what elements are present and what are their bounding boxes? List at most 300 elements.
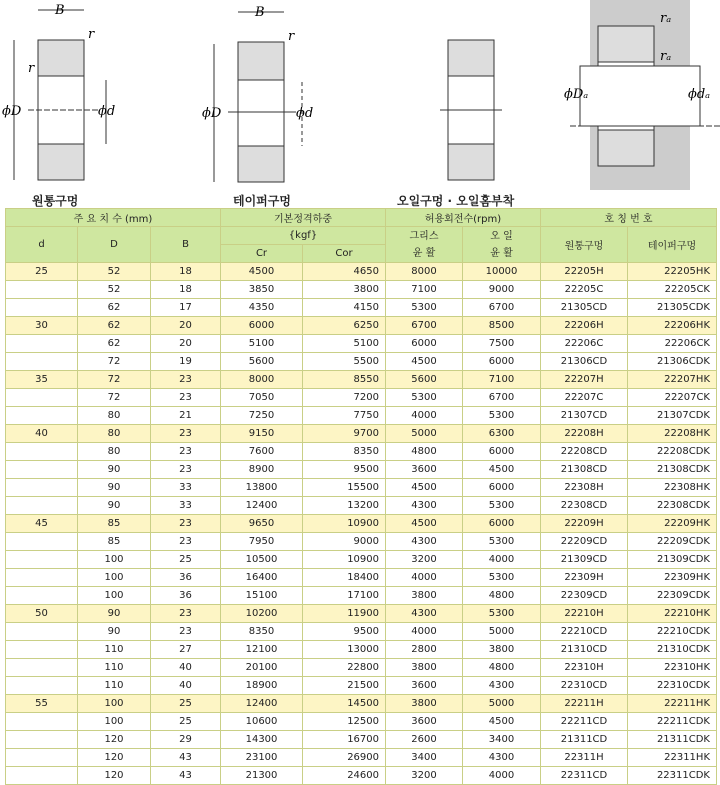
cell-cyl-designation: 22210H	[541, 605, 628, 623]
cell-d	[6, 641, 78, 659]
table-row	[6, 731, 717, 749]
header-oil: 오 일 윤 활	[463, 227, 541, 263]
header-D: D	[78, 227, 151, 263]
table-row	[6, 605, 717, 623]
table-row	[6, 263, 717, 281]
cell-grease-speed: 3400	[386, 749, 463, 767]
svg-text:ϕdₐ: ϕdₐ	[688, 87, 711, 102]
cell-cr: 20100	[221, 659, 303, 677]
cell-taper-designation: 22311HK	[628, 749, 717, 767]
cell-outer-d: 100	[78, 713, 151, 731]
cell-cor: 6250	[303, 317, 386, 335]
cell-d: 30	[6, 317, 78, 335]
header-load-rating: 기본정격하중	[221, 209, 386, 227]
cell-grease-speed: 5600	[386, 371, 463, 389]
cell-taper-designation: 22210CDK	[628, 623, 717, 641]
cell-cyl-designation: 22309H	[541, 569, 628, 587]
cell-cr: 5600	[221, 353, 303, 371]
cell-d	[6, 497, 78, 515]
cell-grease-speed: 4500	[386, 479, 463, 497]
cell-cyl-designation: 22210CD	[541, 623, 628, 641]
cell-oil-speed: 6700	[463, 299, 541, 317]
cell-taper-designation: 21308CDK	[628, 461, 717, 479]
cell-width-b: 23	[151, 425, 221, 443]
cell-grease-speed: 3200	[386, 767, 463, 785]
cell-cyl-designation: 22311CD	[541, 767, 628, 785]
table-row	[6, 407, 717, 425]
cell-d	[6, 299, 78, 317]
cell-oil-speed: 6000	[463, 515, 541, 533]
cell-width-b: 21	[151, 407, 221, 425]
cell-width-b: 18	[151, 263, 221, 281]
svg-text:B: B	[255, 5, 265, 20]
cell-outer-d: 110	[78, 659, 151, 677]
cell-outer-d: 90	[78, 461, 151, 479]
cell-width-b: 23	[151, 605, 221, 623]
cell-taper-designation: 22205CK	[628, 281, 717, 299]
table-row	[6, 461, 717, 479]
cell-width-b: 40	[151, 659, 221, 677]
cell-taper-designation: 22205HK	[628, 263, 717, 281]
cell-cr: 3850	[221, 281, 303, 299]
cell-cor: 13000	[303, 641, 386, 659]
cell-outer-d: 110	[78, 641, 151, 659]
cell-width-b: 40	[151, 677, 221, 695]
cell-oil-speed: 4000	[463, 551, 541, 569]
cell-oil-speed: 3800	[463, 641, 541, 659]
cell-cor: 16700	[303, 731, 386, 749]
cell-width-b: 23	[151, 461, 221, 479]
cell-outer-d: 100	[78, 587, 151, 605]
cell-cr: 23100	[221, 749, 303, 767]
header-grease: 그리스 윤 활	[386, 227, 463, 263]
cell-cyl-designation: 22209H	[541, 515, 628, 533]
cell-cor: 15500	[303, 479, 386, 497]
cell-cyl-designation: 22209CD	[541, 533, 628, 551]
cell-taper-designation: 22310HK	[628, 659, 717, 677]
table-row	[6, 317, 717, 335]
cell-grease-speed: 3600	[386, 677, 463, 695]
cell-taper-designation: 22209HK	[628, 515, 717, 533]
cell-cor: 10900	[303, 515, 386, 533]
table-row	[6, 749, 717, 767]
cell-width-b: 23	[151, 533, 221, 551]
cell-cyl-designation: 22206H	[541, 317, 628, 335]
cell-outer-d: 62	[78, 317, 151, 335]
cell-width-b: 23	[151, 515, 221, 533]
table-row	[6, 641, 717, 659]
cell-grease-speed: 4300	[386, 605, 463, 623]
cell-oil-speed: 5300	[463, 569, 541, 587]
bearing-diagram-cylindrical	[0, 0, 130, 190]
cell-cyl-designation: 22308H	[541, 479, 628, 497]
cell-grease-speed: 6700	[386, 317, 463, 335]
cell-cor: 26900	[303, 749, 386, 767]
cell-cr: 10200	[221, 605, 303, 623]
cell-oil-speed: 8500	[463, 317, 541, 335]
caption-tapered-bore: 테이퍼구멍	[233, 194, 291, 208]
bearing-spec-table	[5, 208, 717, 785]
cell-grease-speed: 4300	[386, 533, 463, 551]
cell-outer-d: 62	[78, 335, 151, 353]
cell-width-b: 25	[151, 551, 221, 569]
cell-outer-d: 90	[78, 479, 151, 497]
cell-grease-speed: 3800	[386, 695, 463, 713]
cell-cr: 9150	[221, 425, 303, 443]
cell-cr: 9650	[221, 515, 303, 533]
cell-d	[6, 569, 78, 587]
cell-taper-designation: 22208HK	[628, 425, 717, 443]
cell-cor: 12500	[303, 713, 386, 731]
cell-grease-speed: 4000	[386, 407, 463, 425]
table-row	[6, 425, 717, 443]
cell-cr: 15100	[221, 587, 303, 605]
cell-width-b: 18	[151, 281, 221, 299]
cell-cyl-designation: 21306CD	[541, 353, 628, 371]
cell-cr: 14300	[221, 731, 303, 749]
cell-grease-speed: 7100	[386, 281, 463, 299]
cell-d	[6, 389, 78, 407]
cell-cyl-designation: 21308CD	[541, 461, 628, 479]
svg-text:ϕd: ϕd	[98, 104, 116, 119]
table-row	[6, 353, 717, 371]
header-designation: 호 칭 번 호	[541, 209, 717, 227]
cell-outer-d: 72	[78, 353, 151, 371]
cell-cyl-designation: 22205C	[541, 281, 628, 299]
cell-grease-speed: 5000	[386, 425, 463, 443]
cell-taper-designation: 22309HK	[628, 569, 717, 587]
cell-oil-speed: 4500	[463, 713, 541, 731]
cell-grease-speed: 4500	[386, 515, 463, 533]
cell-width-b: 33	[151, 479, 221, 497]
cell-d	[6, 731, 78, 749]
cell-cyl-designation: 21307CD	[541, 407, 628, 425]
bearing-diagram-tapered	[200, 0, 320, 190]
cell-cr: 4500	[221, 263, 303, 281]
cell-cr: 6000	[221, 317, 303, 335]
cell-grease-speed: 8000	[386, 263, 463, 281]
cell-grease-speed: 5300	[386, 299, 463, 317]
cell-oil-speed: 4300	[463, 749, 541, 767]
cell-cyl-designation: 22207H	[541, 371, 628, 389]
table-row	[6, 389, 717, 407]
cell-cr: 12100	[221, 641, 303, 659]
cell-taper-designation: 22311CDK	[628, 767, 717, 785]
cell-outer-d: 90	[78, 623, 151, 641]
cell-d	[6, 677, 78, 695]
cell-d	[6, 533, 78, 551]
cell-cyl-designation: 22211CD	[541, 713, 628, 731]
cell-grease-speed: 4000	[386, 569, 463, 587]
cell-grease-speed: 4000	[386, 623, 463, 641]
cell-cor: 4150	[303, 299, 386, 317]
cell-grease-speed: 3600	[386, 461, 463, 479]
cell-cr: 7950	[221, 533, 303, 551]
cell-d: 40	[6, 425, 78, 443]
table-row	[6, 677, 717, 695]
caption-oil-hole: 오일구멍 · 오일홈부착	[397, 194, 515, 208]
cell-cor: 9500	[303, 623, 386, 641]
cell-cr: 10500	[221, 551, 303, 569]
cell-cor: 22800	[303, 659, 386, 677]
cell-d: 45	[6, 515, 78, 533]
table-row	[6, 299, 717, 317]
cell-cyl-designation: 22211H	[541, 695, 628, 713]
cell-taper-designation: 21305CDK	[628, 299, 717, 317]
cell-width-b: 33	[151, 497, 221, 515]
cell-cyl-designation: 22311H	[541, 749, 628, 767]
cell-cor: 9000	[303, 533, 386, 551]
cell-width-b: 43	[151, 749, 221, 767]
cell-cr: 7250	[221, 407, 303, 425]
cell-taper-designation: 21311CDK	[628, 731, 717, 749]
cell-cyl-designation: 22310CD	[541, 677, 628, 695]
svg-text:rₐ: rₐ	[660, 49, 672, 64]
cell-d	[6, 749, 78, 767]
cell-cr: 16400	[221, 569, 303, 587]
cell-cyl-designation: 21311CD	[541, 731, 628, 749]
cell-taper-designation: 22211CDK	[628, 713, 717, 731]
cell-taper-designation: 22209CDK	[628, 533, 717, 551]
cell-d	[6, 353, 78, 371]
cell-taper-designation: 21309CDK	[628, 551, 717, 569]
table-row	[6, 479, 717, 497]
cell-cor: 9700	[303, 425, 386, 443]
cell-d	[6, 335, 78, 353]
cell-d	[6, 443, 78, 461]
cell-cr: 8900	[221, 461, 303, 479]
cell-cor: 5100	[303, 335, 386, 353]
cell-oil-speed: 5300	[463, 605, 541, 623]
cell-outer-d: 100	[78, 551, 151, 569]
cell-oil-speed: 6300	[463, 425, 541, 443]
cell-cor: 18400	[303, 569, 386, 587]
table-row	[6, 767, 717, 785]
header-load-unit: {kgf}	[221, 227, 386, 245]
table-row	[6, 713, 717, 731]
cell-grease-speed: 2800	[386, 641, 463, 659]
cell-cr: 10600	[221, 713, 303, 731]
cell-oil-speed: 3400	[463, 731, 541, 749]
cell-cr: 13800	[221, 479, 303, 497]
svg-text:r: r	[28, 61, 35, 76]
cell-outer-d: 80	[78, 443, 151, 461]
cell-cor: 8550	[303, 371, 386, 389]
cell-cr: 8000	[221, 371, 303, 389]
cell-oil-speed: 5300	[463, 407, 541, 425]
cell-oil-speed: 10000	[463, 263, 541, 281]
cell-taper-designation: 22206CK	[628, 335, 717, 353]
cell-grease-speed: 4300	[386, 497, 463, 515]
cell-cr: 5100	[221, 335, 303, 353]
cell-cor: 14500	[303, 695, 386, 713]
cell-outer-d: 80	[78, 425, 151, 443]
table-row	[6, 443, 717, 461]
svg-text:ϕD: ϕD	[2, 104, 22, 119]
cell-taper-designation: 21306CDK	[628, 353, 717, 371]
cell-cyl-designation: 22308CD	[541, 497, 628, 515]
header-cr: Cr	[221, 245, 303, 263]
cell-d: 55	[6, 695, 78, 713]
svg-text:r: r	[288, 29, 295, 44]
cell-taper-designation: 22308CDK	[628, 497, 717, 515]
cell-d	[6, 461, 78, 479]
cell-grease-speed: 4800	[386, 443, 463, 461]
cell-cor: 7200	[303, 389, 386, 407]
cell-width-b: 19	[151, 353, 221, 371]
cell-width-b: 23	[151, 371, 221, 389]
cell-cyl-designation: 21310CD	[541, 641, 628, 659]
cell-width-b: 27	[151, 641, 221, 659]
cell-outer-d: 120	[78, 749, 151, 767]
cell-taper-designation: 22308HK	[628, 479, 717, 497]
cell-oil-speed: 5300	[463, 533, 541, 551]
cell-outer-d: 85	[78, 515, 151, 533]
cell-taper-designation: 21307CDK	[628, 407, 717, 425]
cell-oil-speed: 6700	[463, 389, 541, 407]
cell-taper-designation: 22310CDK	[628, 677, 717, 695]
cell-outer-d: 100	[78, 569, 151, 587]
cell-cr: 12400	[221, 497, 303, 515]
cell-cr: 8350	[221, 623, 303, 641]
bearing-mounting-diagram	[564, 0, 720, 190]
cell-outer-d: 90	[78, 497, 151, 515]
cell-cyl-designation: 22208H	[541, 425, 628, 443]
cell-d	[6, 587, 78, 605]
caption-cylindrical-bore: 원통구멍	[32, 194, 79, 208]
cell-d	[6, 713, 78, 731]
cell-outer-d: 120	[78, 767, 151, 785]
cell-cor: 11900	[303, 605, 386, 623]
header-cor: Cor	[303, 245, 386, 263]
cell-oil-speed: 4000	[463, 767, 541, 785]
svg-text:ϕD: ϕD	[202, 106, 222, 121]
cell-cr: 7600	[221, 443, 303, 461]
cell-d	[6, 479, 78, 497]
cell-d	[6, 623, 78, 641]
cell-taper-designation: 21310CDK	[628, 641, 717, 659]
cell-cor: 13200	[303, 497, 386, 515]
cell-outer-d: 72	[78, 389, 151, 407]
table-row	[6, 551, 717, 569]
cell-oil-speed: 5000	[463, 695, 541, 713]
cell-grease-speed: 3800	[386, 587, 463, 605]
cell-oil-speed: 5300	[463, 497, 541, 515]
cell-width-b: 29	[151, 731, 221, 749]
cell-taper-designation: 22210HK	[628, 605, 717, 623]
cell-d	[6, 659, 78, 677]
cell-taper-designation: 22211HK	[628, 695, 717, 713]
cell-oil-speed: 5000	[463, 623, 541, 641]
cell-grease-speed: 5300	[386, 389, 463, 407]
cell-width-b: 23	[151, 623, 221, 641]
cell-outer-d: 100	[78, 695, 151, 713]
table-row	[6, 371, 717, 389]
header-tapered-bore: 테이퍼구멍	[628, 227, 717, 263]
cell-cyl-designation: 22205H	[541, 263, 628, 281]
cell-oil-speed: 4300	[463, 677, 541, 695]
cell-oil-speed: 6000	[463, 353, 541, 371]
cell-outer-d: 85	[78, 533, 151, 551]
cell-cr: 12400	[221, 695, 303, 713]
cell-grease-speed: 2600	[386, 731, 463, 749]
cell-grease-speed: 3600	[386, 713, 463, 731]
header-main-dimensions: 주 요 치 수 (mm)	[6, 209, 221, 227]
cell-width-b: 25	[151, 713, 221, 731]
cell-taper-designation: 22309CDK	[628, 587, 717, 605]
cell-cyl-designation: 22309CD	[541, 587, 628, 605]
cell-outer-d: 62	[78, 299, 151, 317]
svg-text:r: r	[88, 27, 95, 42]
cell-cor: 8350	[303, 443, 386, 461]
cell-oil-speed: 6000	[463, 479, 541, 497]
cell-cor: 5500	[303, 353, 386, 371]
cell-taper-designation: 22206HK	[628, 317, 717, 335]
table-row	[6, 515, 717, 533]
cell-oil-speed: 4800	[463, 587, 541, 605]
cell-cr: 21300	[221, 767, 303, 785]
cell-oil-speed: 9000	[463, 281, 541, 299]
cell-cor: 21500	[303, 677, 386, 695]
table-row	[6, 587, 717, 605]
cell-outer-d: 52	[78, 263, 151, 281]
cell-cor: 24600	[303, 767, 386, 785]
table-row	[6, 497, 717, 515]
cell-width-b: 23	[151, 443, 221, 461]
cell-outer-d: 52	[78, 281, 151, 299]
cell-d	[6, 281, 78, 299]
cell-outer-d: 80	[78, 407, 151, 425]
cell-width-b: 36	[151, 587, 221, 605]
cell-taper-designation: 22207HK	[628, 371, 717, 389]
table-row	[6, 659, 717, 677]
cell-oil-speed: 7500	[463, 335, 541, 353]
cell-outer-d: 110	[78, 677, 151, 695]
cell-grease-speed: 3200	[386, 551, 463, 569]
cell-cor: 10900	[303, 551, 386, 569]
cell-cyl-designation: 22207C	[541, 389, 628, 407]
cell-cyl-designation: 22310H	[541, 659, 628, 677]
cell-d	[6, 551, 78, 569]
cell-d: 35	[6, 371, 78, 389]
cell-cor: 7750	[303, 407, 386, 425]
cell-grease-speed: 4500	[386, 353, 463, 371]
cell-cor: 3800	[303, 281, 386, 299]
cell-d	[6, 407, 78, 425]
cell-cor: 9500	[303, 461, 386, 479]
table-row	[6, 533, 717, 551]
cell-oil-speed: 6000	[463, 443, 541, 461]
svg-text:ϕDₐ: ϕDₐ	[564, 87, 589, 102]
table-row	[6, 623, 717, 641]
header-cylindrical-bore: 원통구멍	[541, 227, 628, 263]
table-row	[6, 335, 717, 353]
cell-oil-speed: 4500	[463, 461, 541, 479]
cell-cyl-designation: 22206C	[541, 335, 628, 353]
cell-grease-speed: 3800	[386, 659, 463, 677]
cell-cr: 7050	[221, 389, 303, 407]
cell-cor: 17100	[303, 587, 386, 605]
cell-oil-speed: 7100	[463, 371, 541, 389]
cell-cyl-designation: 21309CD	[541, 551, 628, 569]
cell-width-b: 17	[151, 299, 221, 317]
cell-width-b: 20	[151, 335, 221, 353]
cell-cr: 18900	[221, 677, 303, 695]
cell-oil-speed: 4800	[463, 659, 541, 677]
cell-outer-d: 72	[78, 371, 151, 389]
cell-cr: 4350	[221, 299, 303, 317]
cell-width-b: 20	[151, 317, 221, 335]
